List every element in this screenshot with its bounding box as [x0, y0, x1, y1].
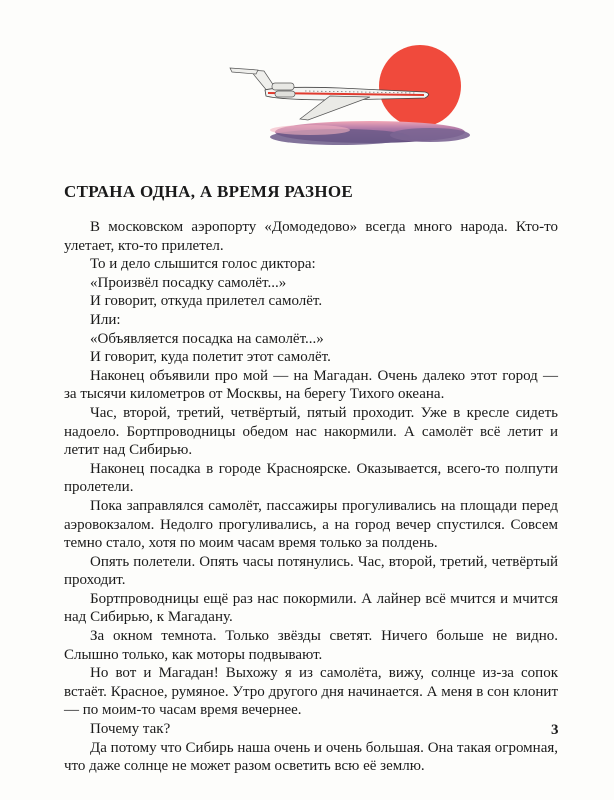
- paragraph: То и дело слышится голос диктора:: [90, 256, 316, 273]
- paragraph: Пока заправлялся самолёт, пассажиры прогуливались на площади перед аэровокзалом. Недолго прогуливались, а на город вечер спустился. Совсем темно стало, хотя по моим часам время только за полдень.: [64, 497, 558, 552]
- paragraph: Наконец посадка в городе Красноярске. Оказывается, всего-то полпути пролетели.: [64, 460, 558, 496]
- paragraph: За окном темнота. Только звёзды светят. Ничего больше не видно. Слышно только, как моторы подвывают.: [64, 628, 558, 663]
- story-text: [64, 218, 558, 776]
- airplane-sun-icon: [220, 40, 480, 150]
- paragraph: Да потому что Сибирь наша очень и очень большая. Она такая огромная, что даже солнце не может разом осветить всю её землю.: [64, 739, 558, 775]
- paragraph: Бортпроводницы ещё раз нас покормили. А лайнер всё мчится и мчится над Сибирью, к Магадану.: [64, 590, 558, 626]
- airplane-sun-illustration: [220, 40, 480, 150]
- paragraph: Опять полетели. Опять часы потянулись. Час, второй, третий, четвёртый проходит.: [64, 553, 558, 589]
- paragraph: «Объявляется посадка на самолёт...»: [90, 330, 324, 347]
- page-title: СТРАНА ОДНА, А ВРЕМЯ РАЗНОЕ: [64, 182, 354, 201]
- cloud-icon: [270, 121, 470, 145]
- paragraph: Но вот и Магадан! Выхожу я из самолёта, вижу, солнце из-за сопок встаёт. Красное, румяное. Утро другого дня начинается. А меня в сон клонит — по моим-то часам время вечернее.: [64, 665, 558, 719]
- paragraph: И говорит, куда полетит этот самолёт.: [90, 349, 331, 366]
- paragraph: В московском аэропорту «Домодедово» всегда много народа. Кто-то улетает, кто-то прилетел.: [64, 219, 558, 254]
- paragraph: Почему так?: [90, 721, 171, 738]
- paragraph: Час, второй, третий, четвёртый, пятый проходит. Уже в кресле сидеть надоело. Бортпроводницы обедом нас накормили. А самолёт всё летит и летит над Сибирью.: [64, 404, 558, 459]
- page-number: 3: [551, 722, 559, 738]
- paragraph: И говорит, откуда прилетел самолёт.: [90, 293, 323, 310]
- paragraph: Наконец объявили про мой — на Магадан. Очень далеко этот город — за тысячи километров от Москвы, на берегу Тихого океана.: [64, 367, 558, 403]
- sun-icon: [379, 45, 461, 127]
- paragraph: Или:: [90, 311, 121, 328]
- paragraph: «Произвёл посадку самолёт...»: [90, 274, 287, 291]
